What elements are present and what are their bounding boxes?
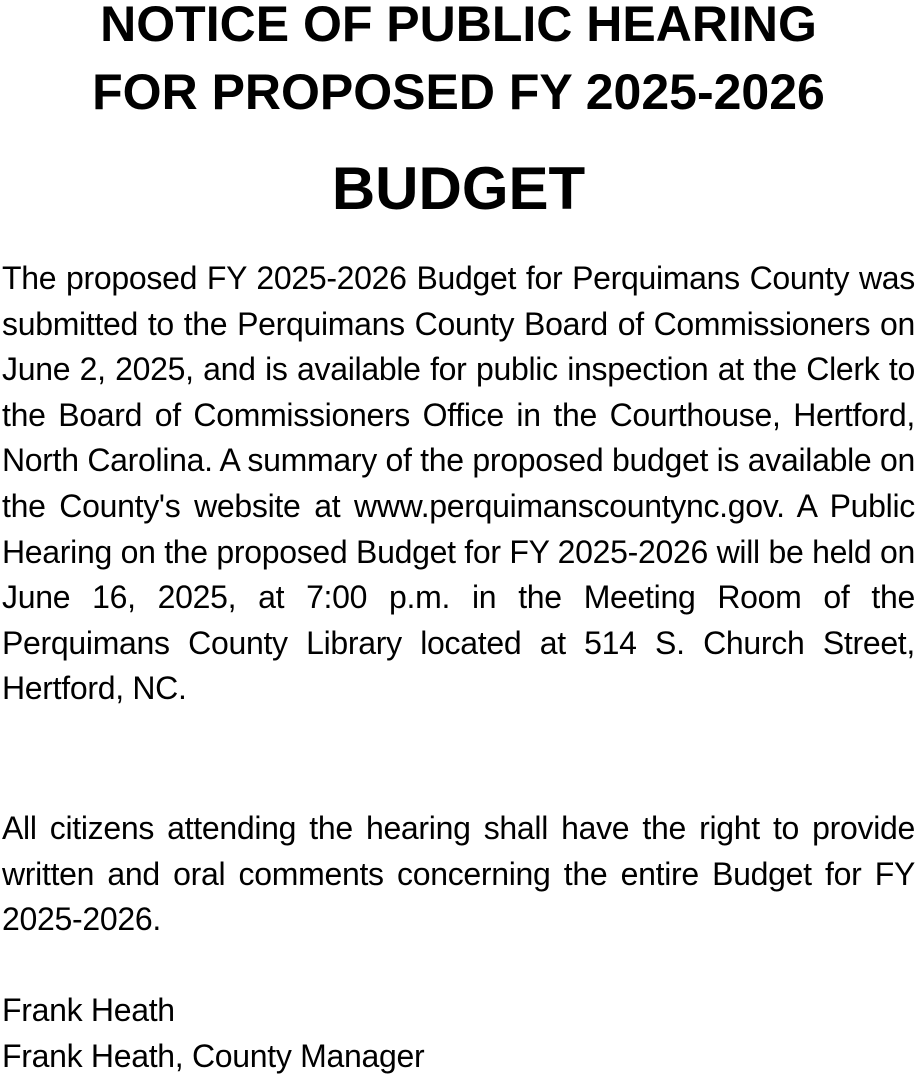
notice-body-paragraph-2: All citizens attending the hearing shall have the right to provide written and oral comments concerning the entire Budget for FY 2025-2026.: [2, 810, 915, 938]
notice-title-line-3: BUDGET: [331, 155, 586, 222]
signature-block: [2, 988, 915, 1079]
notice-title-line-2: FOR PROPOSED FY 2025-2026: [92, 64, 825, 120]
signature-name: Frank Heath: [2, 992, 175, 1028]
notice-body-paragraph-1: The proposed FY 2025-2026 Budget for Perquimans County was submitted to the Perquimans County Board of Commissioners on June 2, 2025, and is available for public inspection at the Clerk to the Board of Commissioners Office in the Courthouse, Hertford, North Carolina. A summary of the proposed budget is available on the County's website at www.perquimanscountync.gov. A Public Hearing on the proposed Budget for FY 2025-2026 will be held on June 16, 2025, at 7:00 p.m. in the Meeting Room of the Perquimans County Library located at 514 S. Church Street, Hertford, NC.: [2, 260, 915, 707]
notice-title-line-1: NOTICE OF PUBLIC HEARING: [100, 0, 817, 52]
signature-title: Frank Heath, County Manager: [2, 1037, 425, 1074]
